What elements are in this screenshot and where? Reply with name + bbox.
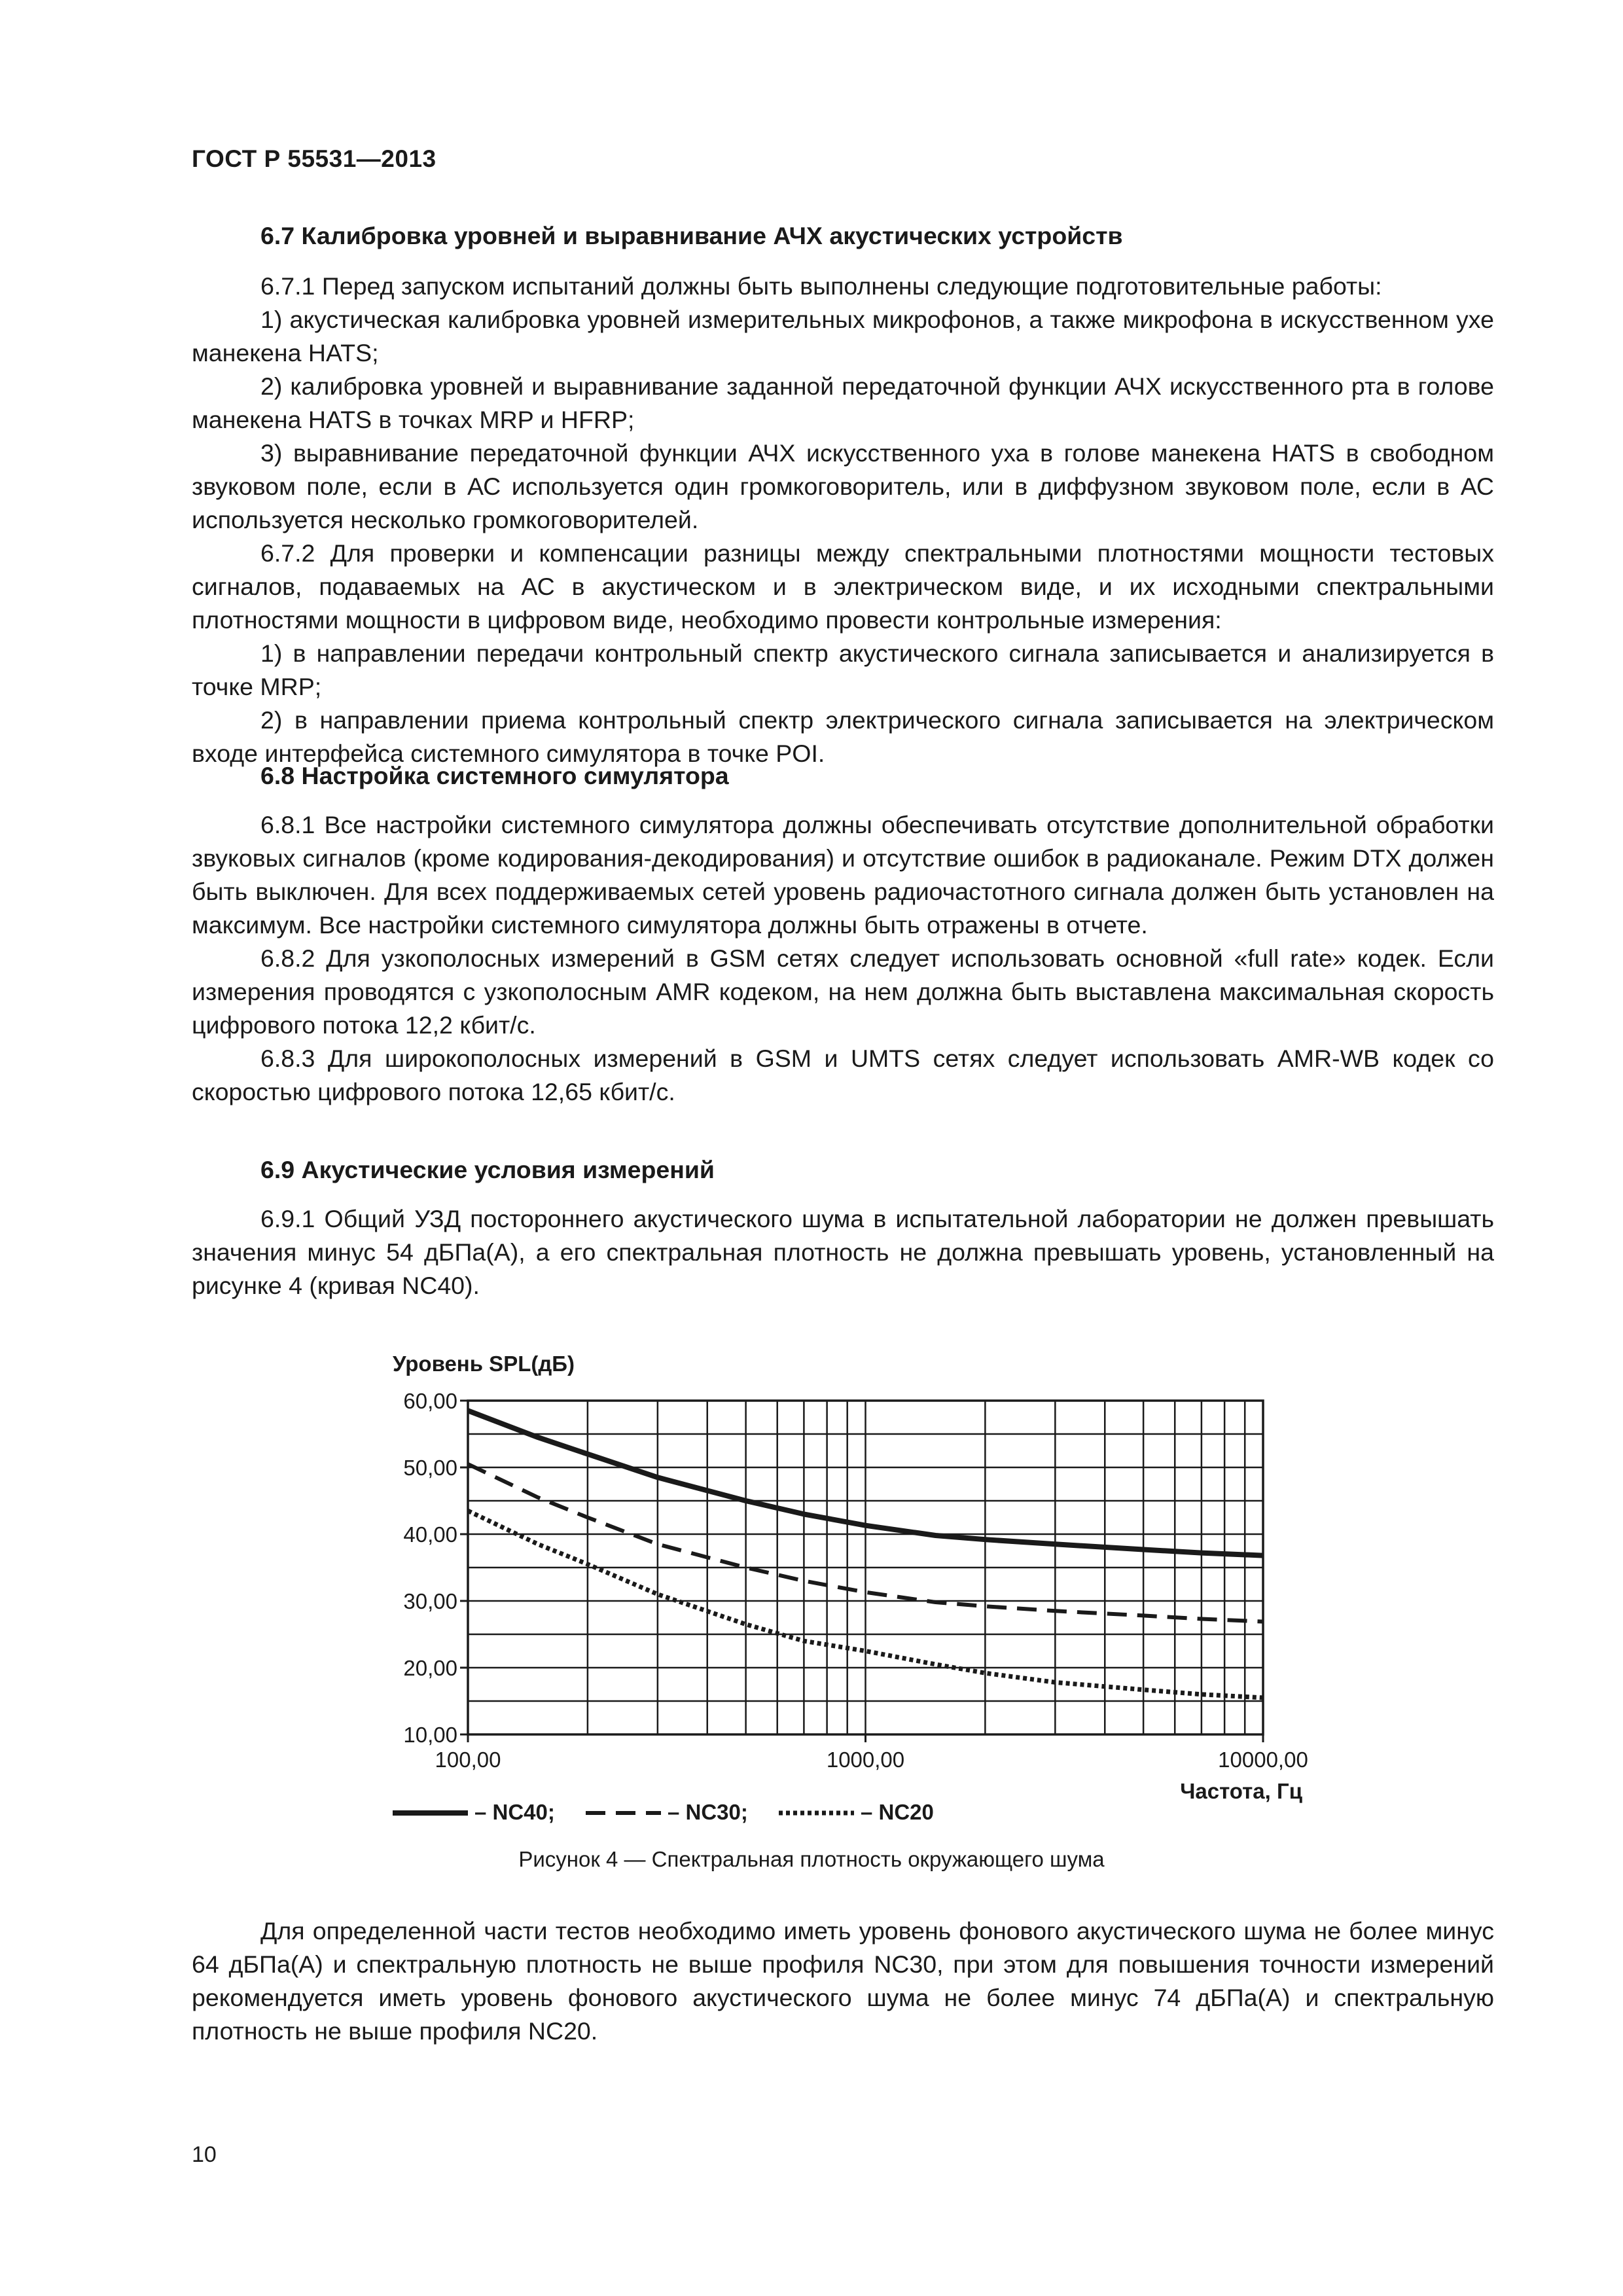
paragraph: 2) калибровка уровней и выравнивание заданной передаточной функции АЧХ искусственного рта в голове манекена HATS в точках MRP и HFRP; — [192, 372, 1494, 433]
y-tick-label: 60,00 — [403, 1389, 457, 1413]
y-axis-label: Уровень SPL(дБ) — [393, 1352, 575, 1376]
noise-spectrum-chart — [386, 1335, 1315, 1833]
paragraph: 6.9.1 Общий УЗД постороннего акустического шума в испытательной лаборатории не должен превышать значения минус 54 дБПа(А), а его спектральная плотность не должна превышать уровень, установленный на рисунке 4 (кривая NC40). — [192, 1205, 1494, 1299]
y-tick-label: 20,00 — [403, 1656, 457, 1680]
paragraph: 6.8.3 Для широкополосных измерений в GSM и UMTS сетях следует использовать AMR-WB кодек со скоростью цифрового потока 12,65 кбит/с. — [192, 1045, 1494, 1105]
paragraph: 6.7.1 Перед запуском испытаний должны быть выполнены следующие подготовительные работы: — [260, 272, 1382, 300]
y-tick-label: 50,00 — [403, 1456, 457, 1480]
section-6-7-heading: 6.7 Калибровка уровней и выравнивание АЧХ акустических устройств — [260, 222, 1123, 249]
paragraph: 2) в направлении приема контрольный спектр электрического сигнала записывается на электрическом входе интерфейса системного симулятора в точке POI. — [192, 706, 1494, 767]
section-6-8-body — [192, 808, 1494, 1109]
paragraph: Для определенной части тестов необходимо иметь уровень фонового акустического шума не более минус 64 дБПа(А) и спектральную плотность не выше профиля NC30, при этом для повышения точности измерений рекомендуется иметь уровень фонового акустического шума не более минус 74 дБПа(А) и спектральную плотность не выше профиля NC20. — [192, 1917, 1494, 2045]
x-tick-label: 1000,00 — [826, 1748, 905, 1772]
paragraph: 6.8.1 Все настройки системного симулятора должны обеспечивать отсутствие дополнительной обработки звуковых сигналов (кроме кодирования-декодирования) и отсутствие ошибок в радиоканале. Режим DTX должен быть выключен. Для всех поддерживаемых сетей уровень радиочастотного сигнала должен быть установлен на максимум. Все настройки системного симулятора должны быть отражены в отчете. — [192, 811, 1494, 939]
legend-label-nc40: – NC40; — [474, 1800, 555, 1824]
section-6-7-body — [192, 270, 1494, 770]
document-header: ГОСТ Р 55531—2013 — [192, 145, 437, 172]
page-number: 10 — [192, 2142, 217, 2167]
section-6-9-body — [192, 1202, 1494, 1302]
paragraph: 1) акустическая калибровка уровней измерительных микрофонов, а также микрофона в искусственном ухе манекена HATS; — [192, 306, 1494, 367]
legend-label-nc20: – NC20 — [861, 1800, 934, 1824]
chart-grid — [468, 1401, 1263, 1734]
paragraph: 3) выравнивание передаточной функции АЧХ искусственного уха в голове манекена HATS в свободном звуковом поле, если в АС используется один громкоговоритель, или в диффузном звуковом поле, если в АС используется несколько громкоговорителей. — [192, 439, 1494, 533]
figure-caption: Рисунок 4 — Спектральная плотность окружающего шума — [518, 1847, 1105, 1871]
y-tick-label: 30,00 — [403, 1589, 457, 1613]
paragraph: 6.7.2 Для проверки и компенсации разницы между спектральными плотностями мощности тестовых сигналов, подаваемых на АС в акустическом и в электрическом виде, и их исходными спектральными плотностями мощности в цифровом виде, необходимо провести контрольные измерения: — [192, 539, 1494, 634]
x-axis-label: Частота, Гц — [1180, 1779, 1302, 1803]
paragraph: 1) в направлении передачи контрольный спектр акустического сигнала записывается и анализируется в точке MRP; — [192, 639, 1494, 700]
closing-text — [192, 1914, 1494, 2048]
x-tick-label: 100,00 — [435, 1748, 501, 1772]
y-tick-label: 10,00 — [403, 1723, 457, 1747]
legend-label-nc30: – NC30; — [668, 1800, 748, 1824]
section-6-8-heading: 6.8 Настройка системного симулятора — [260, 762, 729, 789]
y-tick-label: 40,00 — [403, 1522, 457, 1547]
section-6-9-heading: 6.9 Акустические условия измерений — [260, 1156, 715, 1183]
paragraph: 6.8.2 Для узкополосных измерений в GSM сетях следует использовать основной «full rate» кодек. Если измерения проводятся с узкополосным AMR кодеком, на нем должна быть выставлена максимальная скорость цифрового потока 12,2 кбит/с. — [192, 944, 1494, 1039]
x-tick-label: 10000,00 — [1218, 1748, 1308, 1772]
